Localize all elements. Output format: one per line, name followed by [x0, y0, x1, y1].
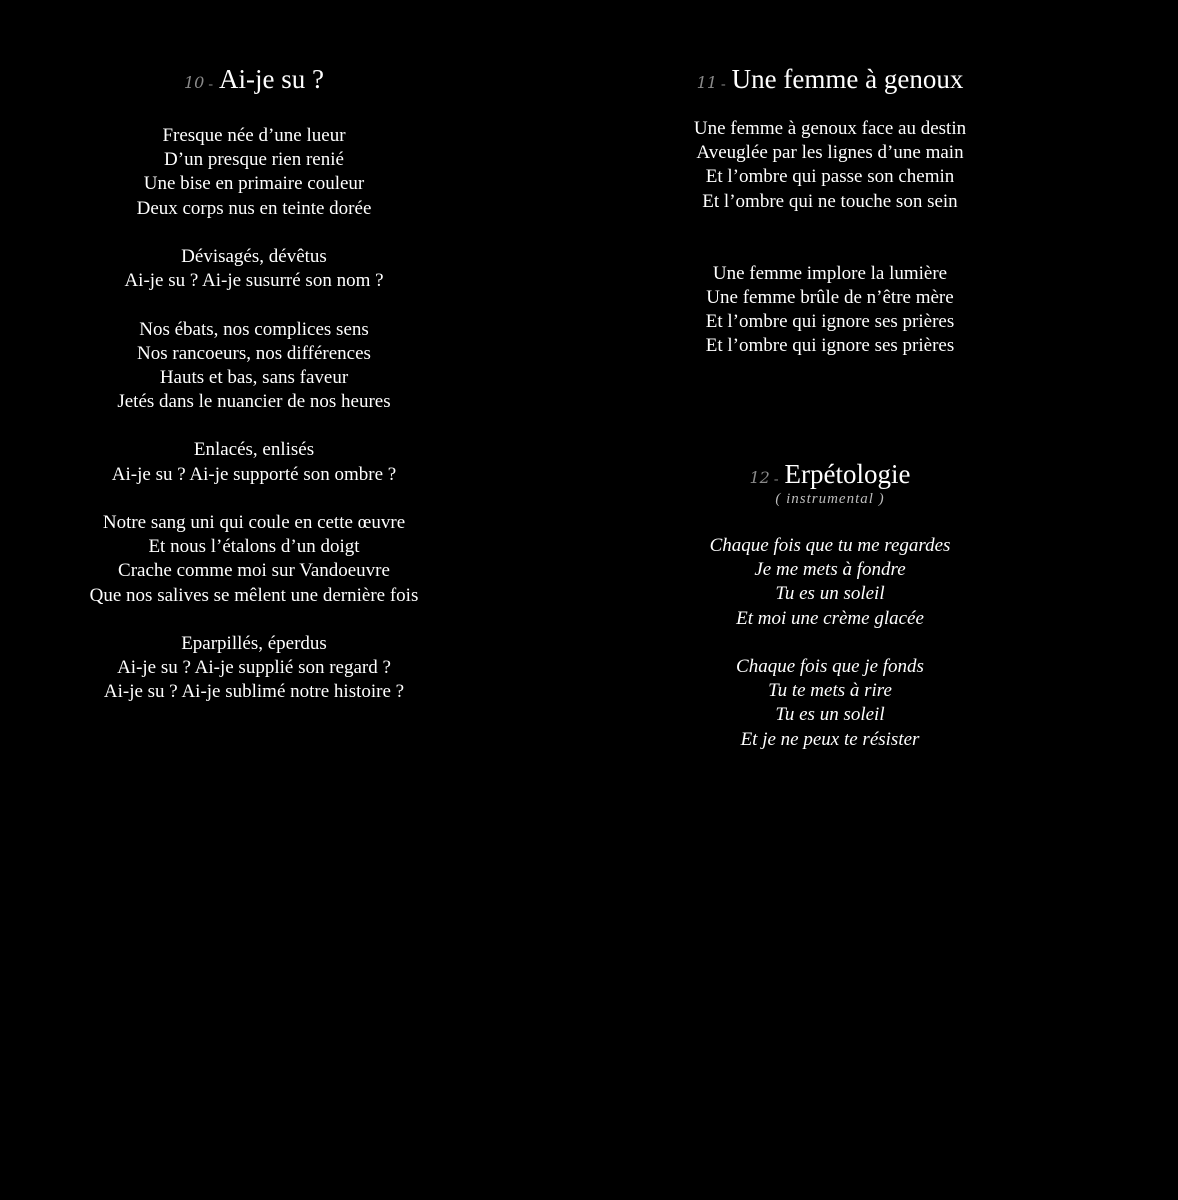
lyric-line: Crache comme moi sur Vandoeuvre — [118, 560, 390, 582]
lyric-line: Enlacés, enlisés — [193, 439, 315, 461]
stanza — [24, 511, 484, 608]
lyric-line: Une femme brûle de n’être mère — [706, 286, 954, 308]
lyric-line: Que nos salives se mêlent une dernière fois — [89, 584, 419, 606]
track-separator: - — [721, 77, 726, 92]
lyric-line: Et moi une crème glacée — [736, 607, 924, 629]
song-title: Une femme à genoux — [731, 64, 964, 94]
track-number: 11 — [696, 73, 717, 92]
lyric-line: Nos ébats, nos complices sens — [139, 318, 369, 340]
lyric-line: Fresque née d’une lueur — [162, 125, 346, 146]
lyric-line: Deux corps nus en teinte dorée — [136, 197, 372, 219]
stanza — [600, 534, 1060, 631]
song-title-heading — [24, 62, 484, 96]
lyric-line: Ai-je su ? Ai-je sublimé notre histoire ? — [103, 681, 405, 703]
track-number: 10 — [184, 73, 205, 92]
lyric-line: Et l’ombre qui passe son chemin — [705, 166, 955, 188]
lyric-line: D’un presque rien renié — [164, 149, 344, 171]
lyric-line: Chaque fois que je fonds — [736, 655, 924, 677]
stanza — [24, 438, 484, 486]
lyric-line: Une femme implore la lumière — [712, 262, 948, 284]
song-12 — [600, 457, 1060, 752]
lyric-line: Ai-je su ? Ai-je supplié son regard ? — [117, 657, 391, 679]
lyric-line: Tu te mets à rire — [768, 680, 892, 702]
lyric-line: Jetés dans le nuancier de nos heures — [117, 391, 391, 413]
track-separator: - — [773, 472, 779, 487]
lyric-line: Hauts et bas, sans faveur — [159, 366, 349, 388]
song-title: Erpétologie — [784, 459, 911, 489]
lyric-line: Et je ne peux te résister — [740, 728, 920, 750]
track-number: 12 — [749, 468, 770, 487]
lyric-line: Chaque fois que tu me regardes — [709, 535, 951, 556]
lyric-line: Et l’ombre qui ignore ses prières — [705, 335, 955, 357]
lyric-line: Et l’ombre qui ignore ses prières — [705, 311, 955, 333]
stanza — [24, 318, 484, 415]
stanza — [600, 117, 1060, 214]
song-11 — [600, 62, 1060, 359]
song-title: Ai-je su ? — [219, 64, 324, 94]
lyric-line: Dévisagés, dévêtus — [181, 245, 327, 267]
lyric-line: Aveuglée par les lignes d’une main — [696, 142, 964, 164]
stanza — [24, 124, 484, 221]
stanza — [24, 245, 484, 293]
stanza — [600, 262, 1060, 359]
song-title-heading — [600, 457, 1060, 491]
lyric-line: Tu es un soleil — [775, 583, 885, 605]
lyric-line: Ai-je su ? Ai-je supporté son ombre ? — [111, 463, 397, 485]
lyric-line: Eparpillés, éperdus — [181, 632, 327, 654]
song-10 — [24, 62, 484, 705]
stanza — [24, 632, 484, 705]
lyric-line: Notre sang uni qui coule en cette œuvre — [102, 512, 406, 533]
track-separator: - — [208, 77, 214, 92]
song-title-heading — [600, 62, 1060, 96]
lyric-line: Je me mets à fondre — [754, 559, 906, 581]
lyric-line: Ai-je su ? Ai-je susurré son nom ? — [124, 270, 384, 292]
lyric-line: Et nous l’étalons d’un doigt — [148, 536, 360, 558]
lyric-line: Une femme à genoux face au destin — [693, 118, 967, 139]
lyric-line: Nos rancoeurs, nos différences — [137, 342, 371, 364]
song-subtitle: ( instrumental ) — [775, 491, 885, 507]
lyric-line: Et l’ombre qui ne touche son sein — [702, 190, 958, 212]
lyric-line: Tu es un soleil — [775, 704, 885, 726]
lyric-line: Une bise en primaire couleur — [143, 173, 365, 195]
stanza — [600, 655, 1060, 752]
